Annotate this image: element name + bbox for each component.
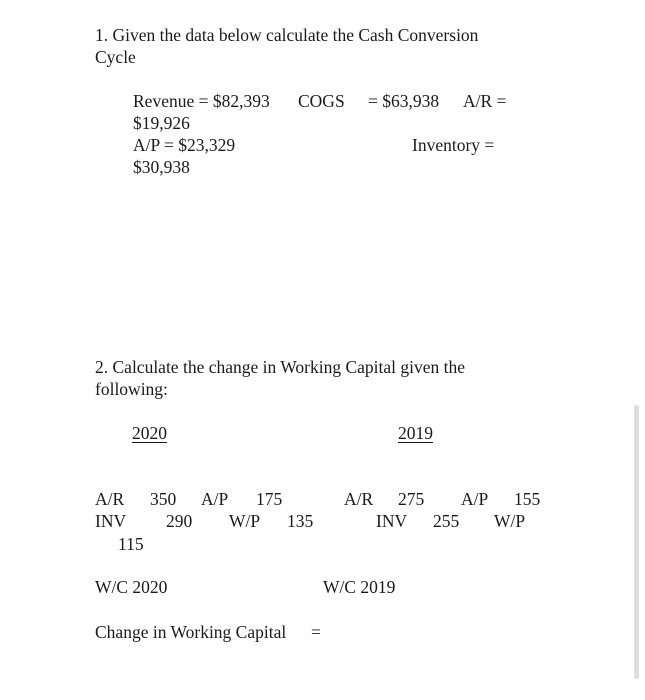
change-wc-label: Change in Working Capital	[95, 622, 287, 642]
inv-2020-label: INV	[95, 511, 127, 531]
inv-2020-value: 290	[166, 511, 193, 531]
year-2020-heading: 2020	[132, 423, 167, 443]
q1-cogs-value: = $63,938	[368, 91, 440, 111]
q1-ar-label: A/R =	[463, 91, 507, 111]
q1-ar-value: $19,926	[133, 113, 190, 133]
q1-inventory-label: Inventory =	[412, 135, 495, 155]
year-2019-heading: 2019	[398, 423, 433, 443]
wc-2020-label: W/C 2020	[95, 577, 168, 597]
ap-2019-label: A/P	[461, 489, 489, 509]
q1-inventory-value: $30,938	[133, 157, 190, 177]
q1-ap: A/P = $23,329	[133, 135, 236, 155]
q1-cogs-label: COGS	[298, 91, 345, 111]
ap-2020-label: A/P	[201, 489, 229, 509]
ar-2019-value: 275	[398, 489, 425, 509]
wp-2020-label: W/P	[229, 511, 261, 531]
change-wc-equals: =	[311, 622, 321, 642]
inv-2019-value: 255	[433, 511, 460, 531]
ap-2019-value: 155	[514, 489, 541, 509]
q2-line-1: 2. Calculate the change in Working Capital given the	[95, 357, 466, 377]
inv-2019-label: INV	[376, 511, 408, 531]
wc-2019-label: W/C 2019	[323, 577, 396, 597]
q2-line-2: following:	[95, 379, 168, 399]
wp-2019-value: 115	[118, 534, 144, 554]
q1-line-2: Cycle	[95, 47, 136, 67]
wp-2020-value: 135	[287, 511, 314, 531]
q1-line-1: 1. Given the data below calculate the Cash Conversion	[95, 25, 479, 45]
ar-2020-value: 350	[150, 489, 177, 509]
ar-2019-label: A/R	[344, 489, 374, 509]
ap-2020-value: 175	[256, 489, 283, 509]
ar-2020-label: A/R	[95, 489, 125, 509]
vertical-scrollbar[interactable]	[634, 405, 639, 679]
q1-revenue: Revenue = $82,393	[133, 91, 270, 111]
wp-2019-label: W/P	[494, 511, 526, 531]
